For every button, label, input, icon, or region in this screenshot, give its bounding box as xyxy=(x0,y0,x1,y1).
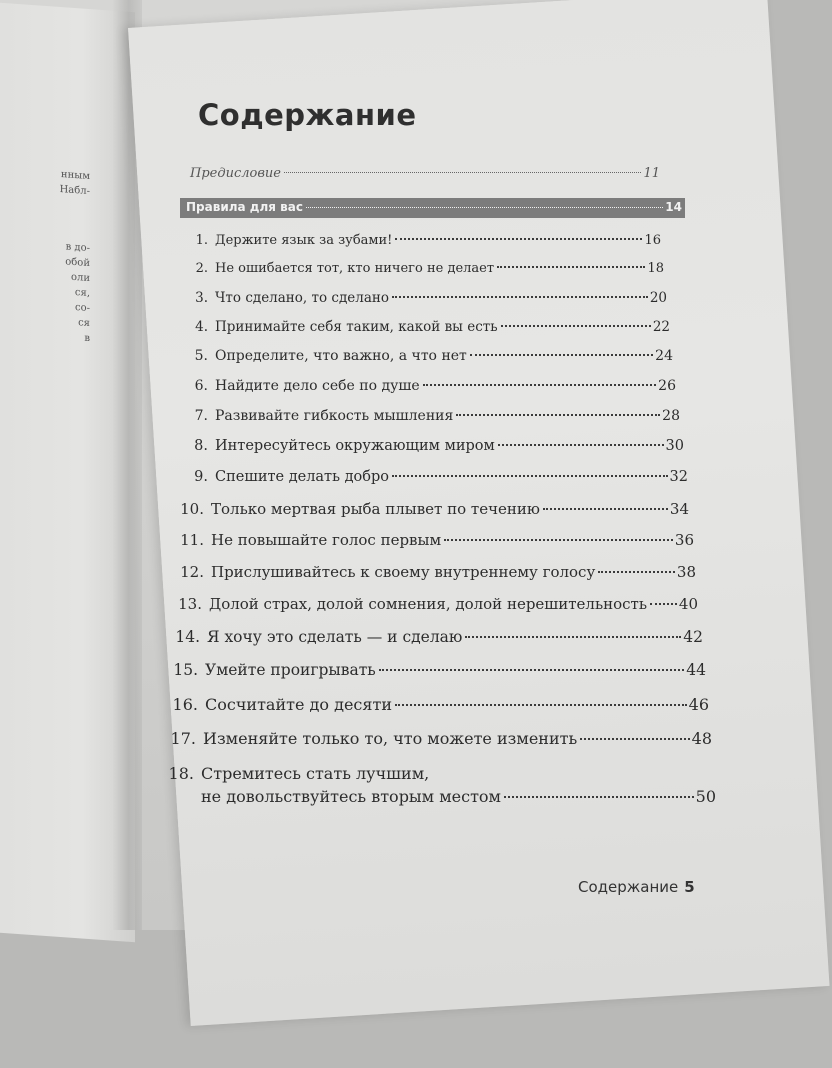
leader-dots xyxy=(650,603,677,605)
toc-entry xyxy=(172,563,696,581)
toc-entry xyxy=(186,290,667,306)
toc-entry-page: 16 xyxy=(644,233,661,248)
toc-entry-number: 14. xyxy=(175,628,200,646)
toc-entry-label: Я хочу это сделать — и сделаю xyxy=(207,628,463,646)
leader-dots xyxy=(423,384,657,386)
toc-entry-label: Принимайте себя таким, какой вы есть xyxy=(215,319,498,335)
toc-entry xyxy=(164,695,709,714)
toc-entry-page: 24 xyxy=(655,348,673,364)
leader-dots xyxy=(306,207,663,208)
toc-entry-number: 6. xyxy=(194,378,208,394)
left-fragment: оли xyxy=(70,271,90,285)
toc-entry-number: 11. xyxy=(180,531,204,549)
toc-entry-label: Интересуйтесь окружающим миром xyxy=(215,438,495,454)
toc-entry-page: 32 xyxy=(669,469,688,485)
right-page xyxy=(128,0,830,1026)
toc-entry xyxy=(162,729,712,748)
left-fragment: в до- xyxy=(65,241,90,255)
toc-entry-page: 20 xyxy=(649,290,667,306)
toc-entry-number: 7. xyxy=(194,408,208,424)
toc-entry-page: 34 xyxy=(669,500,689,518)
toc-section-page: 14 xyxy=(665,200,682,214)
toc-entry-label: Держите язык за зубами! xyxy=(215,233,393,248)
leader-dots xyxy=(501,325,651,327)
leader-dots xyxy=(379,669,685,671)
toc-entry-label: Умейте проигрывать xyxy=(205,661,376,679)
toc-section xyxy=(186,200,682,214)
toc-entry-number: 16. xyxy=(172,695,198,714)
toc-entry-number: 1. xyxy=(195,232,208,248)
toc-entry-label: Изменяйте только то, что можете изменить xyxy=(203,729,578,748)
left-fragment: ся xyxy=(78,317,90,330)
leader-dots xyxy=(504,796,694,798)
toc-entry xyxy=(166,661,706,679)
toc-entry-label: Прислушивайтесь к своему внутреннему голосу xyxy=(211,563,596,581)
toc-entry-page: 46 xyxy=(688,695,709,714)
toc-entry-label: Спешите делать добро xyxy=(215,469,389,485)
toc-entry xyxy=(186,319,670,335)
toc-entry-number: 4. xyxy=(195,319,208,335)
toc-entry xyxy=(186,233,661,248)
toc-entry-label: Стремитесь стать лучшим, xyxy=(201,764,430,783)
toc-entry-number: 15. xyxy=(173,661,198,679)
leader-dots xyxy=(395,238,642,240)
toc-entry-label: Что сделано, то сделано xyxy=(215,290,390,306)
leader-dots xyxy=(456,414,660,416)
left-fragment: Набл- xyxy=(59,183,90,198)
toc-entry xyxy=(186,261,664,276)
toc-entry xyxy=(186,408,680,424)
leader-dots xyxy=(598,571,675,573)
leader-dots xyxy=(395,704,687,706)
toc-entry-page: 42 xyxy=(683,628,703,646)
toc-entry-page: 18 xyxy=(647,261,664,276)
toc-entry-label: Сосчитайте до десяти xyxy=(205,695,392,714)
leader-dots xyxy=(498,444,664,446)
left-fragment: нным xyxy=(60,169,90,183)
toc-entry xyxy=(186,348,673,364)
leader-dots xyxy=(392,296,648,298)
toc-entry-page: 30 xyxy=(665,438,684,454)
toc-entry-page: 48 xyxy=(691,729,712,748)
leader-dots xyxy=(465,636,681,638)
toc-entry-number: 17. xyxy=(170,729,196,748)
footer-label: Содержание xyxy=(578,878,679,896)
toc-entry-label-line2: не довольствуйтесь вторым местом xyxy=(201,787,501,806)
toc-entry-number: 2. xyxy=(195,261,208,276)
left-page-text xyxy=(0,163,90,346)
left-fragment: ся, xyxy=(74,287,90,300)
toc-entry-number: 9. xyxy=(194,469,208,485)
toc-preface xyxy=(190,166,660,181)
toc-entry xyxy=(186,469,688,485)
toc-entry-label: Определите, что важно, а что нет xyxy=(215,348,467,364)
left-fragment: обой xyxy=(65,256,90,270)
toc-entry-page: 36 xyxy=(674,531,694,549)
toc-entry xyxy=(186,438,684,454)
leader-dots xyxy=(497,266,645,268)
toc-entry-label: Развивайте гибкость мышления xyxy=(215,408,454,424)
toc-entry-page: 22 xyxy=(652,319,670,335)
toc-entry-page: 44 xyxy=(686,661,706,679)
toc-entry-page: 26 xyxy=(658,378,676,394)
toc-entry-number: 12. xyxy=(180,563,204,581)
toc-section-label: Правила для вас xyxy=(186,200,303,214)
leader-dots xyxy=(470,354,653,356)
toc-entry-label: Долой страх, долой сомнения, долой нерешительность xyxy=(209,595,648,613)
toc-entry-label: Только мертвая рыба плывет по течению xyxy=(211,500,540,518)
leader-dots xyxy=(444,539,673,541)
toc-entry xyxy=(174,500,689,518)
toc-entry xyxy=(168,628,703,646)
toc-entry-number: 13. xyxy=(178,595,202,613)
toc-entry-page: 38 xyxy=(676,563,696,581)
leader-dots xyxy=(543,508,668,510)
toc-entry-number: 3. xyxy=(195,290,208,306)
toc-entry-number: 10. xyxy=(180,500,204,518)
toc-entry-number: 18. xyxy=(168,764,194,783)
toc-preface-page: 11 xyxy=(643,166,660,181)
toc-entry-label: Найдите дело себе по душе xyxy=(215,378,420,394)
toc-preface-label: Предисловие xyxy=(190,166,281,181)
left-fragment: со- xyxy=(75,302,90,315)
footer-page-number: 5 xyxy=(684,878,695,896)
page-title: Содержание xyxy=(198,98,417,132)
toc-entry-page: 50 xyxy=(695,787,716,806)
running-footer xyxy=(578,878,695,896)
toc-entry-page: 28 xyxy=(662,408,680,424)
toc-entry-number: 5. xyxy=(194,348,208,364)
leader-dots xyxy=(392,475,668,477)
left-fragment: в xyxy=(84,332,90,345)
toc-entry xyxy=(174,531,694,549)
toc-entry xyxy=(170,595,698,613)
toc-entry-label: Не ошибается тот, кто ничего не делает xyxy=(215,261,495,276)
toc-entry-label: Не повышайте голос первым xyxy=(211,531,442,549)
toc-entry xyxy=(186,378,676,394)
toc-entry xyxy=(160,764,716,806)
leader-dots xyxy=(284,172,641,173)
leader-dots xyxy=(580,738,689,740)
toc-entry-number: 8. xyxy=(194,438,208,454)
toc-entry-page: 40 xyxy=(678,595,698,613)
